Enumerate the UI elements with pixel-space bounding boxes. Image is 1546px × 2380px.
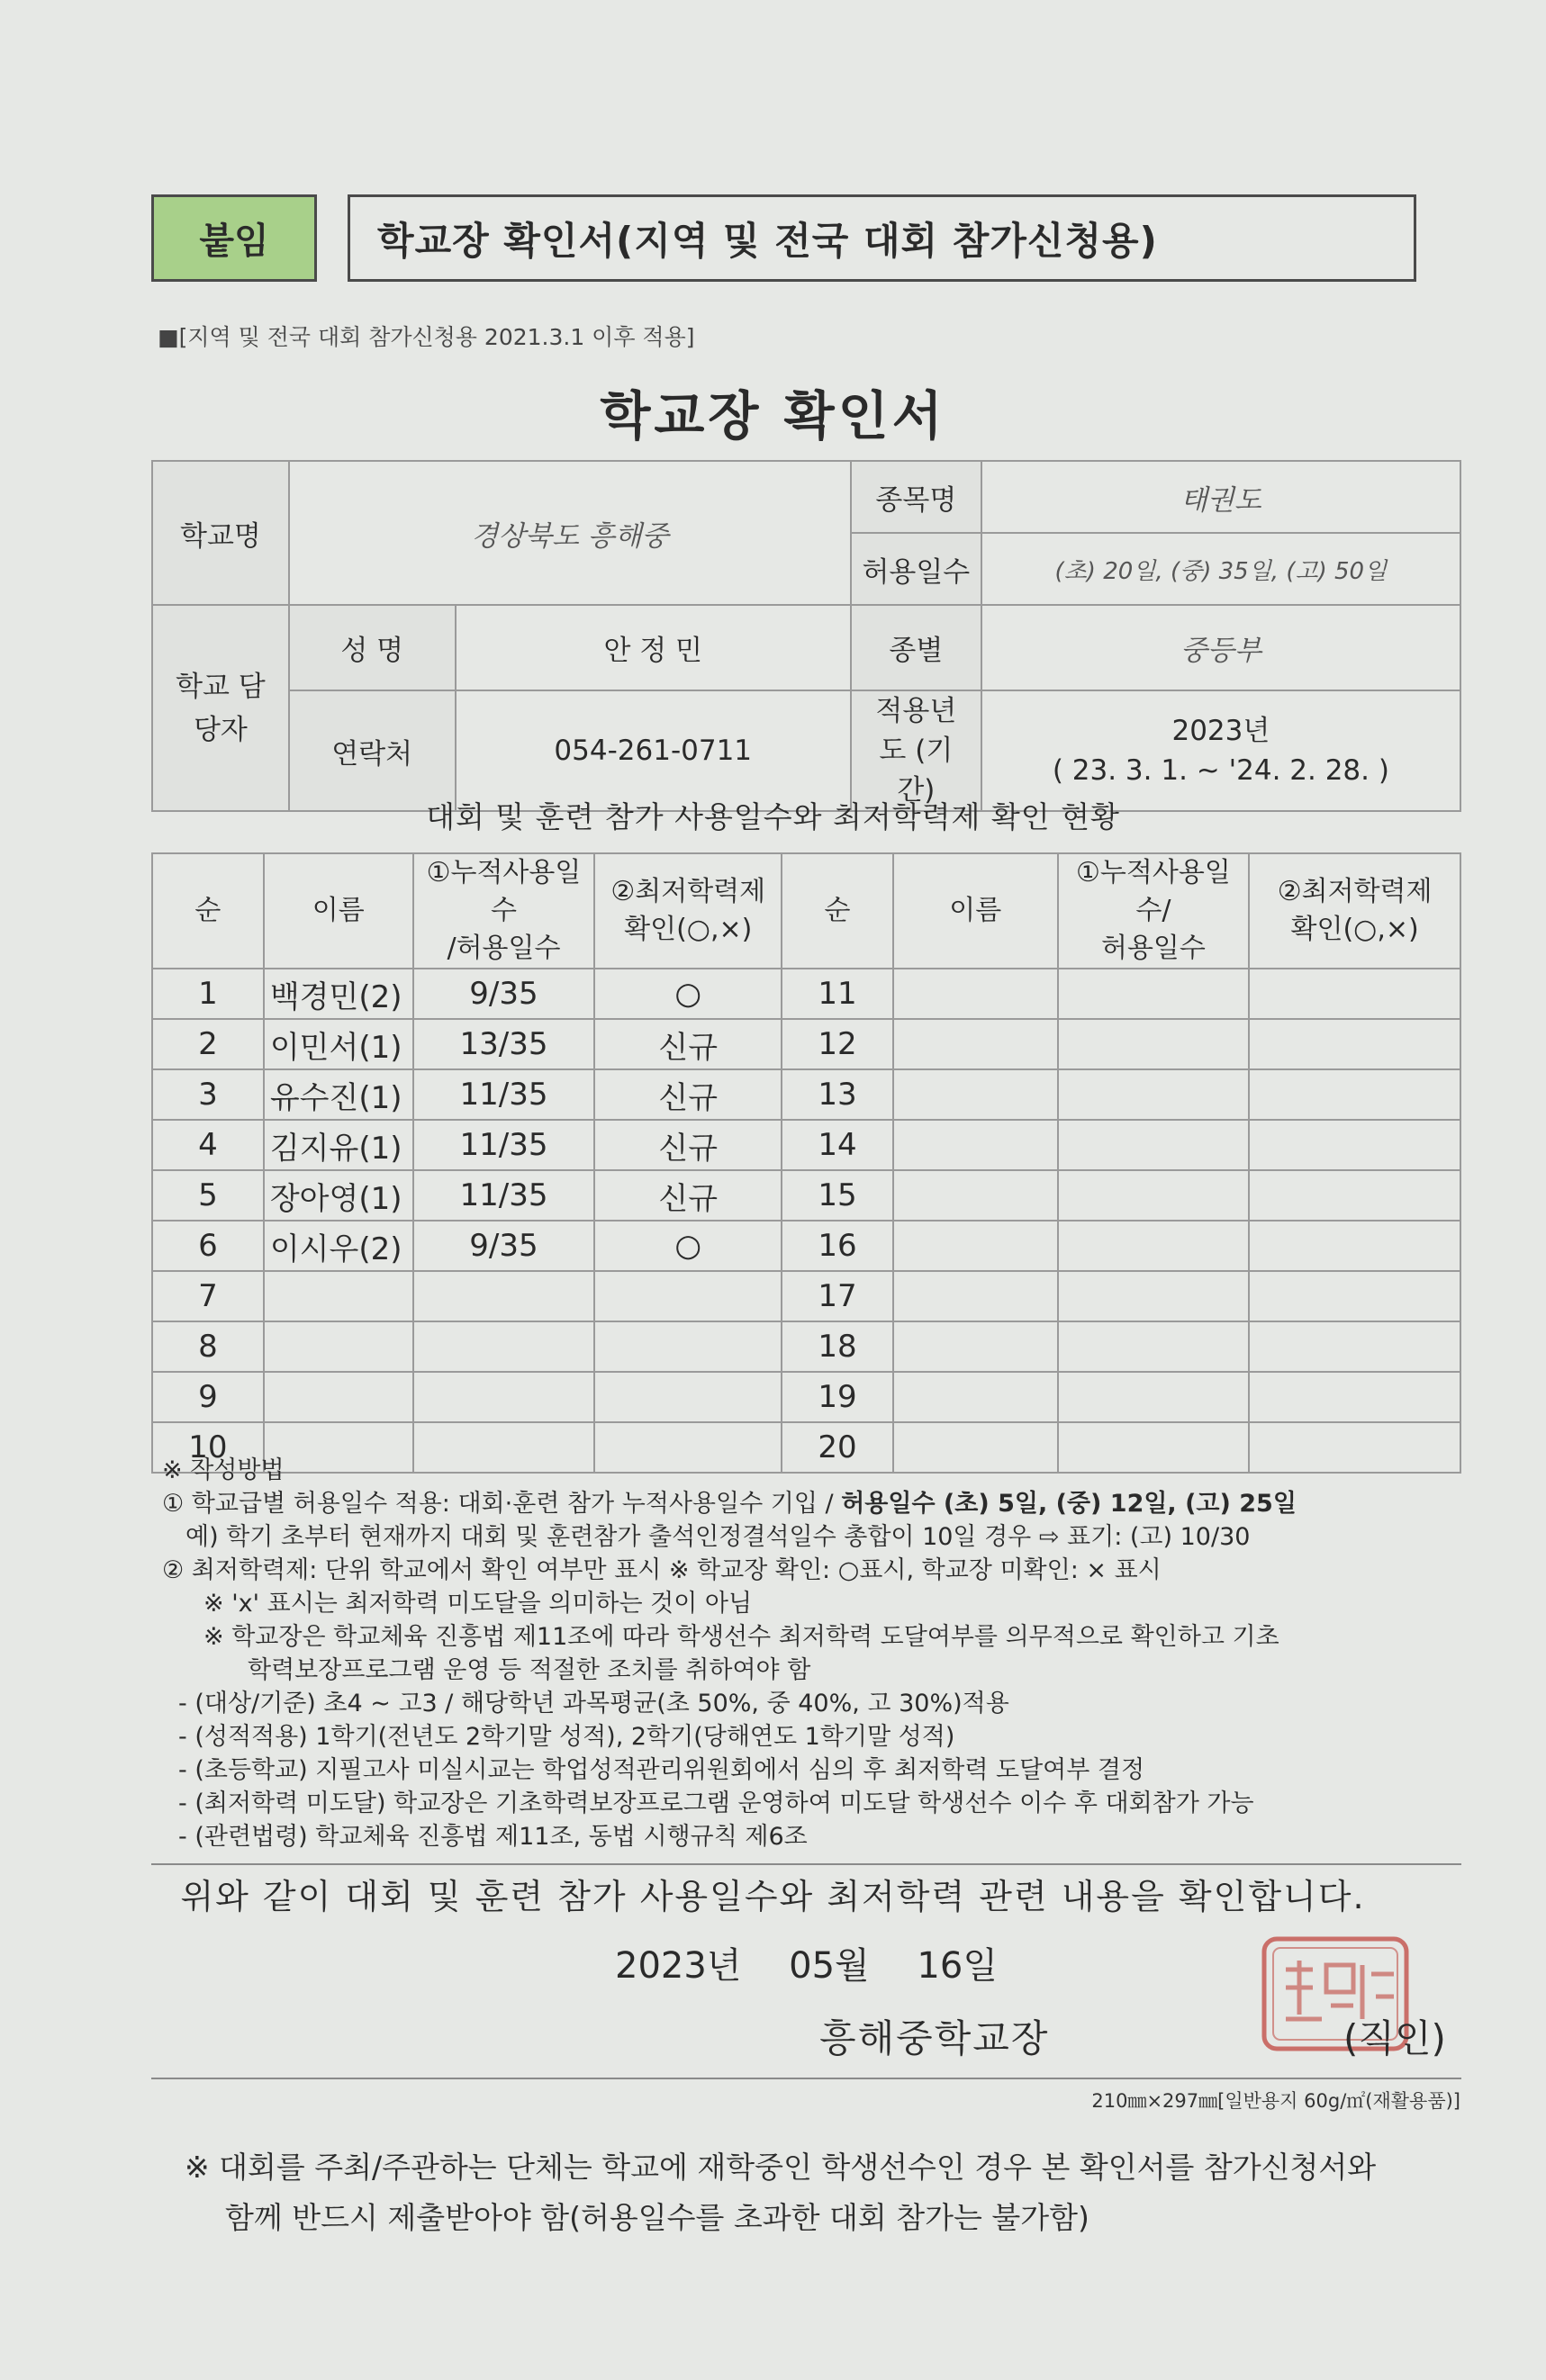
row-no-right: 18	[782, 1321, 893, 1372]
detail-2: - (성적적용) 1학기(전년도 2학기말 성적), 2학기(당해연도 1학기말 성적)	[178, 1723, 955, 1751]
row-no: 10	[152, 1422, 264, 1473]
document-title: 학교장 확인서	[600, 385, 946, 446]
row-name	[264, 1372, 413, 1422]
row-check-right	[1249, 1372, 1460, 1422]
note-2b-line1: ※ 학교장은 학교체육 진흥법 제11조에 따라 학생선수 최저학력 도달여부를 의무적으로 확인하고 기초	[203, 1623, 1279, 1651]
category-value: 중등부	[981, 605, 1460, 690]
row-no-right: 13	[782, 1069, 893, 1120]
date-month: 05월	[789, 1945, 870, 1987]
row-name: 유수진(1)	[264, 1069, 413, 1120]
table-row	[152, 1221, 1460, 1271]
date-year: 2023년	[615, 1945, 742, 1987]
row-no-right: 15	[782, 1170, 893, 1221]
row-name-right	[893, 969, 1058, 1019]
row-check: ○	[594, 969, 782, 1019]
row-days-right	[1058, 1321, 1250, 1372]
event-label: 종목명	[851, 461, 981, 533]
col-name-header-right: 이름	[893, 853, 1058, 969]
school-name-label: 학교명	[152, 461, 289, 605]
name-value: 안 정 민	[456, 605, 851, 690]
principal-title: 흥해중학교장	[819, 2016, 1050, 2060]
category-label: 종별	[851, 605, 981, 690]
detail-4: - (최저학력 미도달) 학교장은 기초학력보장프로그램 운영하여 미도달 학생선수 이수 후 대회참가 가능	[178, 1790, 1254, 1817]
row-no: 3	[152, 1069, 264, 1120]
row-name: 백경민(2)	[264, 969, 413, 1019]
col-days-header: ①누적사용일수 /허용일수	[413, 853, 595, 969]
row-days-right	[1058, 969, 1250, 1019]
footer-note	[185, 2142, 1376, 2243]
row-check-right	[1249, 1271, 1460, 1321]
row-no-right: 20	[782, 1422, 893, 1473]
divider	[151, 1863, 1461, 1865]
row-days: 11/35	[413, 1170, 595, 1221]
footer-line-2: 함께 반드시 제출받아야 함(허용일수를 초과한 대회 참가는 불가함)	[225, 2200, 1089, 2235]
row-name	[264, 1271, 413, 1321]
col-no-header: 순	[152, 853, 264, 969]
row-check-right	[1249, 1170, 1460, 1221]
row-days: 9/35	[413, 969, 595, 1019]
detail-1: - (대상/기준) 초4 ~ 고3 / 해당학년 과목평균(초 50%, 중 40%, 고 30%)적용	[178, 1690, 1009, 1717]
participation-table	[151, 852, 1461, 1474]
footer-line-1: ※ 대회를 주최/주관하는 단체는 학교에 재학중인 학생선수인 경우 본 확인서를 참가신청서와	[185, 2150, 1377, 2185]
row-name-right	[893, 1019, 1058, 1069]
col-days-header-right: ①누적사용일수/ 허용일수	[1058, 853, 1250, 969]
detail-3: - (초등학교) 지필고사 미실시교는 학업성적관리위원회에서 심의 후 최저학력 도달여부 결정	[178, 1756, 1145, 1784]
allowed-days-value: (초) 20일, (중) 35일, (고) 50일	[981, 533, 1460, 605]
row-check-right	[1249, 1120, 1460, 1170]
row-days	[413, 1372, 595, 1422]
row-days: 11/35	[413, 1120, 595, 1170]
row-days	[413, 1321, 595, 1372]
table-row	[152, 1170, 1460, 1221]
date-day: 16일	[917, 1945, 998, 1987]
note-1-example: 예) 학기 초부터 현재까지 대회 및 훈련참가 출석인정결석일수 총합이 10일 경우 ⇨ 표기: (고) 10/30	[185, 1523, 1251, 1551]
row-check-right	[1249, 1221, 1460, 1271]
col-check-header: ②최저학력제 확인(○,×)	[594, 853, 782, 969]
row-check: ○	[594, 1221, 782, 1271]
row-check: 신규	[594, 1170, 782, 1221]
row-name: 이시우(2)	[264, 1221, 413, 1271]
row-no: 1	[152, 969, 264, 1019]
note-2: ② 최저학력제: 단위 학교에서 확인 여부만 표시 ※ 학교장 확인: ○표시, 학교장 미확인: × 표시	[162, 1556, 1162, 1584]
school-info-table	[151, 460, 1461, 812]
row-no: 9	[152, 1372, 264, 1422]
row-check-right	[1249, 1069, 1460, 1120]
status-title: 대회 및 훈련 참가 사용일수와 최저학력제 확인 현황	[426, 799, 1120, 834]
row-no: 2	[152, 1019, 264, 1069]
row-check-right	[1249, 969, 1460, 1019]
row-name: 이민서(1)	[264, 1019, 413, 1069]
row-name-right	[893, 1372, 1058, 1422]
row-name	[264, 1321, 413, 1372]
header-title: 학교장 확인서(지역 및 전국 대회 참가신청용)	[348, 194, 1416, 282]
row-days-right	[1058, 1019, 1250, 1069]
note-2b-line2: 학력보장프로그램 운영 등 적절한 조치를 취하여야 함	[248, 1656, 811, 1684]
row-check: 신규	[594, 1019, 782, 1069]
school-name-value: 경상북도 흥해중	[289, 461, 851, 605]
row-name: 김지유(1)	[264, 1120, 413, 1170]
row-days-right	[1058, 1170, 1250, 1221]
date	[615, 1937, 998, 1988]
confirmation-statement: 위와 같이 대회 및 훈련 참가 사용일수와 최저학력 관련 내용을 확인합니다.	[180, 1877, 1366, 1916]
row-no: 8	[152, 1321, 264, 1372]
row-days: 11/35	[413, 1069, 595, 1120]
row-days: 13/35	[413, 1019, 595, 1069]
row-no-right: 16	[782, 1221, 893, 1271]
row-days	[413, 1271, 595, 1321]
row-days-right	[1058, 1069, 1250, 1120]
row-check: 신규	[594, 1120, 782, 1170]
row-days-right	[1058, 1120, 1250, 1170]
col-name-header: 이름	[264, 853, 413, 969]
row-no: 5	[152, 1170, 264, 1221]
phone-label: 연락처	[289, 690, 456, 811]
row-check-right	[1249, 1321, 1460, 1372]
row-name-right	[893, 1221, 1058, 1271]
paper-spec: 210㎜×297㎜[일반용지 60g/㎡(재활용품)]	[1091, 2090, 1460, 2112]
row-no: 6	[152, 1221, 264, 1271]
table-row	[152, 1271, 1460, 1321]
row-check: 신규	[594, 1069, 782, 1120]
row-check	[594, 1321, 782, 1372]
applicability-note: ■[지역 및 전국 대회 참가신청용 2021.3.1 이후 적용]	[158, 324, 695, 350]
row-name-right	[893, 1069, 1058, 1120]
row-days-right	[1058, 1221, 1250, 1271]
name-label: 성 명	[289, 605, 456, 690]
notes-heading: ※ 작성방법	[162, 1456, 285, 1484]
detail-5: - (관련법령) 학교체육 진흥법 제11조, 동법 시행규칙 제6조	[178, 1823, 808, 1851]
attachment-tag: 붙임	[151, 194, 317, 282]
table-row	[152, 1019, 1460, 1069]
col-check-header-right: ②최저학력제 확인(○,×)	[1249, 853, 1460, 969]
row-name-right	[893, 1170, 1058, 1221]
note-2a: ※ 'x' 표시는 최저학력 미도달을 의미하는 것이 아님	[203, 1590, 753, 1618]
col-no-header-right: 순	[782, 853, 893, 969]
row-no-right: 19	[782, 1372, 893, 1422]
table-row	[152, 969, 1460, 1019]
seal-label: (직인)	[1343, 2016, 1446, 2060]
row-check	[594, 1271, 782, 1321]
table-row	[152, 1321, 1460, 1372]
note-1: ① 학교급별 허용일수 적용: 대회·훈련 참가 누적사용일수 기입 / 허용일수 (초) 5일, (중) 12일, (고) 25일	[162, 1490, 1297, 1518]
row-name-right	[893, 1120, 1058, 1170]
row-days-right	[1058, 1271, 1250, 1321]
event-value: 태권도	[981, 461, 1460, 533]
allowed-days-label: 허용일수	[851, 533, 981, 605]
row-name: 장아영(1)	[264, 1170, 413, 1221]
year-value: 2023년	[1171, 715, 1270, 747]
row-no: 4	[152, 1120, 264, 1170]
row-no-right: 14	[782, 1120, 893, 1170]
row-no-right: 12	[782, 1019, 893, 1069]
row-name-right	[893, 1321, 1058, 1372]
contact-group-label: 학교 담당자	[152, 605, 289, 811]
year-label: 적용년도 (기간)	[851, 690, 981, 811]
row-check	[594, 1372, 782, 1422]
row-check-right	[1249, 1019, 1460, 1069]
row-days-right	[1058, 1372, 1250, 1422]
writing-instructions	[162, 1454, 1459, 1853]
row-name-right	[893, 1271, 1058, 1321]
bottom-divider	[151, 2078, 1461, 2079]
row-no-right: 17	[782, 1271, 893, 1321]
table-row	[152, 1069, 1460, 1120]
row-no: 7	[152, 1271, 264, 1321]
table-row	[152, 1120, 1460, 1170]
row-no-right: 11	[782, 969, 893, 1019]
table-row	[152, 1372, 1460, 1422]
year-period: ( 23. 3. 1. ~ '24. 2. 28. )	[1052, 754, 1389, 787]
phone-value: 054-261-0711	[456, 690, 851, 811]
row-days: 9/35	[413, 1221, 595, 1271]
